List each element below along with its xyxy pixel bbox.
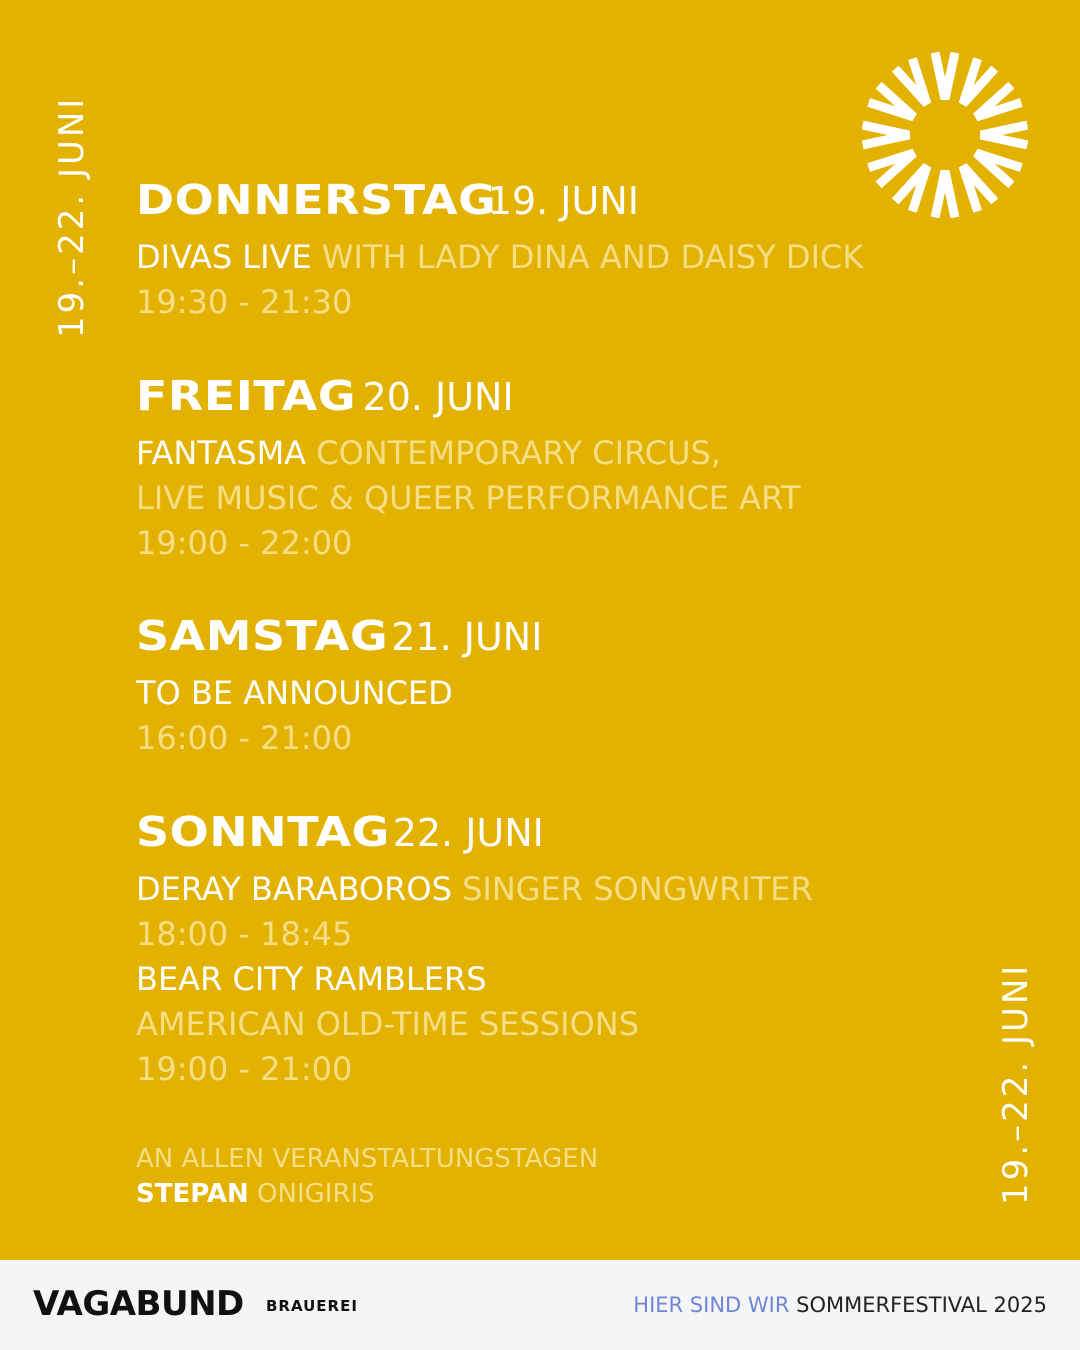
event-time: 19:00 - 22:00	[136, 524, 353, 562]
logo-ray	[898, 63, 935, 108]
note-line: AN ALLEN VERANSTALTUNGSTAGEN	[136, 1144, 599, 1174]
event-time: 19:00 - 21:00	[136, 1050, 353, 1088]
event-line: AMERICAN OLD-TIME SESSIONS	[136, 1005, 640, 1043]
day-date: 20. JUNI	[362, 375, 514, 419]
logo-ray	[936, 57, 954, 99]
event-time: 19:30 - 21:30	[136, 283, 353, 321]
logo-ray	[873, 88, 918, 125]
festival-tagline: HIER SIND WIR SOMMERFESTIVAL 2025	[633, 1293, 1047, 1317]
logo-ray	[972, 145, 1017, 182]
daily-note	[136, 1142, 598, 1212]
day-thursday	[136, 176, 863, 325]
logo-ray	[955, 63, 992, 108]
event-time: 18:00 - 18:45	[136, 915, 353, 953]
logo-ray	[867, 126, 909, 144]
logo-ray	[955, 162, 992, 207]
footer	[0, 1260, 1080, 1350]
event-line: BEAR CITY RAMBLERS	[136, 960, 487, 998]
event-line: DIVAS LIVE WITH LADY DINA AND DAISY DICK	[136, 238, 864, 276]
date-range-vertical-left: 19.–22. JUNI	[52, 95, 92, 338]
event-line: LIVE MUSIC & QUEER PERFORMANCE ART	[136, 479, 801, 517]
day-date: 21. JUNI	[391, 615, 543, 659]
logo-ray	[972, 88, 1017, 125]
day-name: SAMSTAG	[136, 612, 389, 660]
logo-ray	[981, 126, 1023, 144]
event-line: DERAY BARABOROS SINGER SONGWRITER	[136, 870, 813, 908]
logo-ray	[936, 171, 954, 213]
day-date: 19. JUNI	[487, 179, 639, 223]
day-sunday	[136, 808, 813, 1092]
logo-ray	[873, 145, 918, 182]
day-saturday	[136, 612, 542, 761]
logo-ray	[898, 162, 935, 207]
day-friday	[136, 372, 801, 566]
starburst-logo-icon	[862, 52, 1028, 218]
event-line: FANTASMA CONTEMPORARY CIRCUS,	[136, 434, 721, 472]
day-name: SONNTAG	[136, 808, 390, 856]
day-name: DONNERSTAG	[136, 176, 497, 224]
event-time: 16:00 - 21:00	[136, 719, 353, 757]
brand-subtitle: BRAUEREI	[266, 1297, 358, 1315]
event-line: TO BE ANNOUNCED	[136, 674, 453, 712]
note-food: STEPAN ONIGIRIS	[136, 1179, 375, 1209]
day-name: FREITAG	[136, 372, 357, 420]
date-range-vertical-right: 19.–22. JUNI	[996, 962, 1036, 1205]
day-date: 22. JUNI	[392, 811, 544, 855]
brand-logo: VAGABUND	[33, 1284, 244, 1324]
